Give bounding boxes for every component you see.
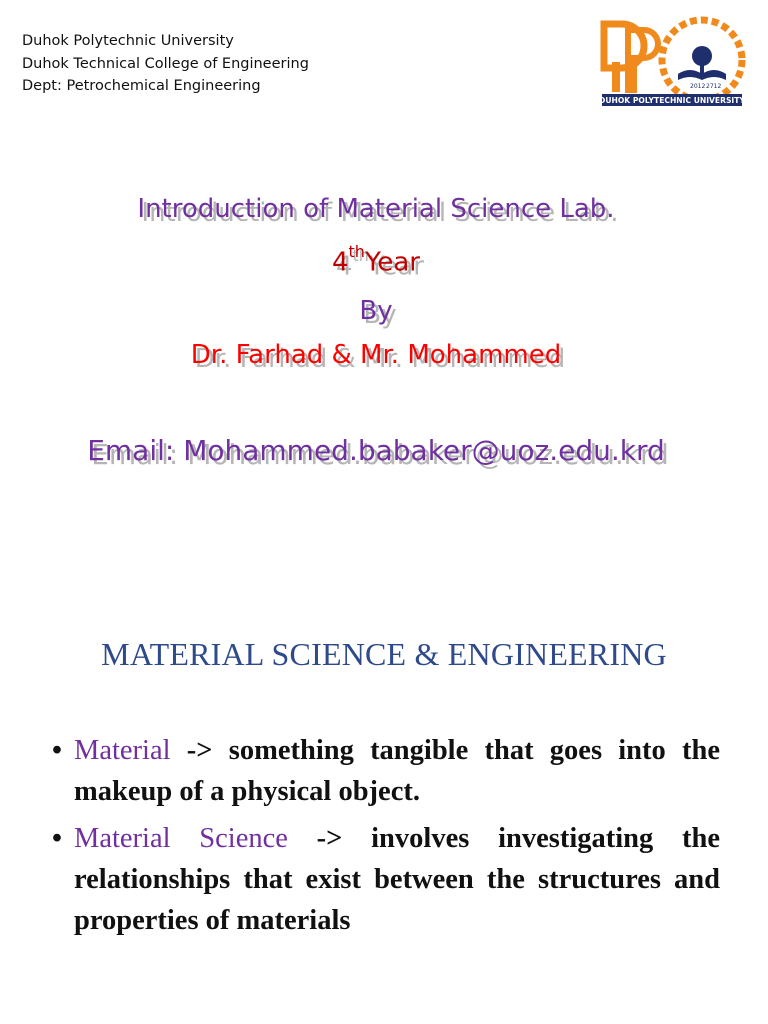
bullet-icon: •: [52, 823, 62, 854]
year-label: [0, 242, 752, 278]
bullet-item-material: [52, 730, 720, 812]
university-logo-graphic: [598, 16, 746, 108]
university-name: Duhok Polytechnic University: [22, 33, 234, 49]
bullet-icon: •: [52, 735, 62, 766]
bullet-term: Material Science: [74, 823, 288, 854]
bullet-list: [52, 730, 720, 947]
university-logo: [598, 16, 746, 108]
bullet-definition: -> something tangible that goes into the makeup of a physical object.: [74, 735, 720, 807]
year-number: 4: [331, 247, 349, 278]
year-word: Year: [364, 247, 420, 278]
year-superscript: th: [348, 242, 365, 261]
content-slide: [0, 580, 768, 1024]
authors: Dr. Farhad & Mr. Mohammed: [190, 340, 562, 370]
by-label: By: [359, 296, 393, 326]
course-title: Introduction of Material Science Lab.: [137, 194, 615, 224]
logo-banner-text: DUHOK POLYTECHNIC UNIVERSITY: [599, 96, 745, 105]
email-address[interactable]: Email: Mohammed.babaker@uoz.edu.krd: [87, 434, 665, 467]
bullet-item-material-science: [52, 818, 720, 941]
department-name: Dept: Petrochemical Engineering: [22, 78, 261, 94]
logo-year-right: 2712: [706, 83, 722, 90]
institution-block: [22, 30, 309, 98]
section-heading: MATERIAL SCIENCE & ENGINEERING: [101, 636, 667, 672]
college-name: Duhok Technical College of Engineering: [22, 55, 309, 72]
bullet-definition: -> involves investigating the relationships that exist between the structures and properties of materials: [74, 823, 720, 936]
bullet-term: Material: [74, 735, 171, 766]
logo-year-left: 2012: [690, 83, 706, 90]
